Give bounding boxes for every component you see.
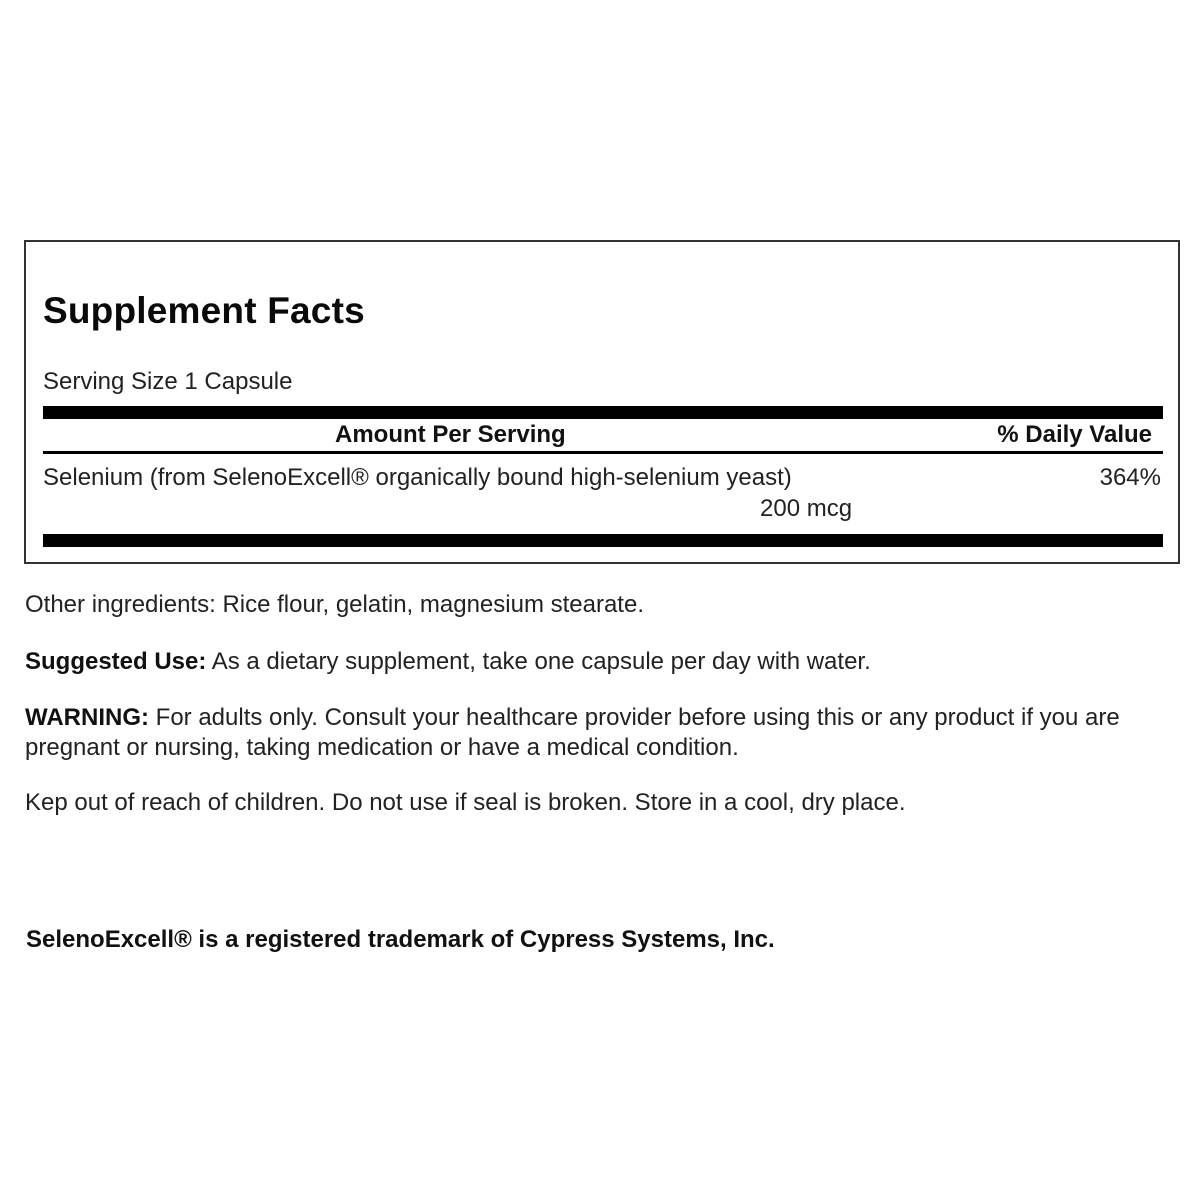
warning-label: WARNING: (25, 704, 149, 731)
thick-divider-top (43, 406, 1163, 419)
warning (25, 703, 1175, 763)
nutrient-amount: 200 mcg (760, 495, 853, 522)
thin-divider (43, 451, 1163, 454)
suggested-use (25, 647, 1175, 677)
amount-per-serving-header: Amount Per Serving (335, 421, 566, 448)
suggested-use-text: As a dietary supplement, take one capsule per day with water. (206, 648, 871, 675)
storage-instructions: Kep out of reach of children. Do not use if seal is broken. Store in a cool, dry place. (25, 789, 906, 816)
panel-title: Supplement Facts (43, 290, 365, 331)
supplement-facts-panel (24, 240, 1180, 564)
nutrient-daily-value: 364% (1099, 464, 1161, 491)
warning-text: For adults only. Consult your healthcare provider before using this or any product if you are pregnant or nursing, taking medication or have a medical condition. (25, 704, 1120, 761)
serving-size: Serving Size 1 Capsule (43, 368, 293, 395)
suggested-use-label: Suggested Use: (25, 648, 207, 675)
other-ingredients: Other ingredients: Rice flour, gelatin, magnesium stearate. (25, 591, 644, 618)
daily-value-header: % Daily Value (997, 421, 1152, 448)
trademark-notice: SelenoExcell® is a registered trademark of Cypress Systems, Inc. (26, 926, 775, 953)
thick-divider-bottom (43, 534, 1163, 547)
nutrient-name: Selenium (from SelenoExcell® organically bound high-selenium yeast) (43, 464, 792, 491)
